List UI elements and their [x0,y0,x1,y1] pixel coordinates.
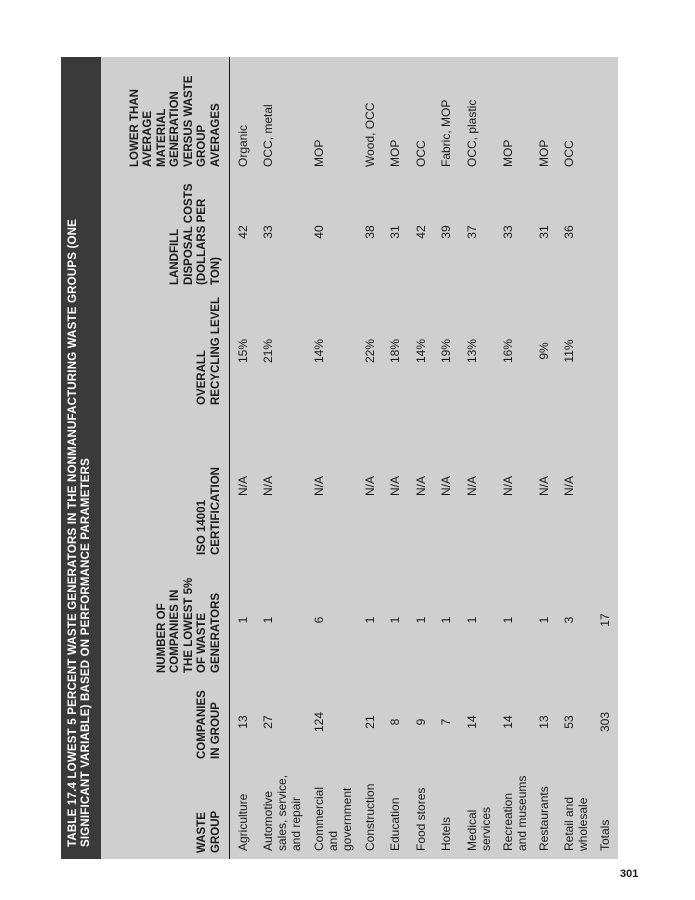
table-cell: 1 [459,561,495,679]
table-cell: 124 [306,679,357,765]
table-row [306,57,357,859]
table-cell: 13 [230,679,255,765]
table-cell: N/A [357,411,382,561]
table-cell: 17 [592,561,618,679]
cell-waste-group: Totals [592,765,618,859]
table-cell: 42 [230,173,255,291]
table-cell: 36 [556,173,592,291]
table-cell: 13 [531,679,556,765]
table-cell: OCC [556,57,592,173]
table-cell: MOP [495,57,531,173]
table-cell: 53 [556,679,592,765]
table-cell: 303 [592,679,618,765]
table-cell: N/A [255,411,306,561]
table-cell: N/A [433,411,458,561]
table-cell [592,57,618,173]
table-cell: N/A [382,411,407,561]
table-cell: OCC, metal [255,57,306,173]
table-cell: 21 [357,679,382,765]
table-cell: N/A [306,411,357,561]
header-material-generation: LOWER THAN AVERAGE MATERIAL GENERATION VERSUS WASTE GROUP AVERAGES [101,57,230,173]
cell-waste-group: Medical services [459,765,495,859]
table-cell: 1 [531,561,556,679]
table-cell: 9 [408,679,433,765]
table-title-line-2: SIGNIFICANT VARIABLE) BASED ON PERFORMANCE PARAMETERS [80,457,92,847]
table-row [592,57,618,859]
table-cell: 1 [433,561,458,679]
cell-waste-group: Food stores [408,765,433,859]
header-row [101,57,230,859]
table-cell: 7 [433,679,458,765]
table-cell [592,173,618,291]
table-cell: 1 [255,561,306,679]
table-cell: 13% [459,291,495,411]
table-cell: 40 [306,173,357,291]
table-cell: 14% [408,291,433,411]
table-cell [592,411,618,561]
table-row [556,57,592,859]
cell-waste-group: Education [382,765,407,859]
cell-waste-group: Construction [357,765,382,859]
table-cell: 1 [382,561,407,679]
header-lowest-5-percent: NUMBER OF COMPANIES IN THE LOWEST 5% OF WASTE GENERATORS [101,561,230,679]
cell-waste-group: Retail and wholesale [556,765,592,859]
table-cell: MOP [306,57,357,173]
table-cell: Fabric, MOP [433,57,458,173]
rotated-table-panel [61,57,618,859]
page-number: 301 [620,868,639,880]
cell-waste-group: Hotels [433,765,458,859]
cell-waste-group: Restaurants [531,765,556,859]
table-cell: 9% [531,291,556,411]
table-cell: 16% [495,291,531,411]
table-cell: 1 [495,561,531,679]
table-cell: N/A [408,411,433,561]
table-cell: Organic [230,57,255,173]
table-cell: 39 [433,173,458,291]
header-landfill-costs: LANDFILL DISPOSAL COSTS (DOLLARS PER TON) [101,173,230,291]
header-iso-14001: ISO 14001 CERTIFICATION [101,411,230,561]
table-cell: 14 [459,679,495,765]
table-cell: N/A [531,411,556,561]
table-row [531,57,556,859]
table-cell: 14 [495,679,531,765]
table-title [61,57,101,859]
table-cell: 27 [255,679,306,765]
table-cell: 1 [408,561,433,679]
table-cell: 38 [357,173,382,291]
table-cell: 33 [495,173,531,291]
table-cell [592,291,618,411]
table-row [433,57,458,859]
table-cell: N/A [230,411,255,561]
table-cell: 31 [531,173,556,291]
table-cell: OCC [408,57,433,173]
table-cell: 11% [556,291,592,411]
header-recycling-level: OVERALL RECYCLING LEVEL [101,291,230,411]
table-cell: 6 [306,561,357,679]
table-cell: OCC, plastic [459,57,495,173]
table-cell: 22% [357,291,382,411]
table-cell: 21% [255,291,306,411]
cell-waste-group: Automotive sales, service, and repair [255,765,306,859]
table-cell: 3 [556,561,592,679]
table-cell: 19% [433,291,458,411]
header-waste-group: WASTE GROUP [101,765,230,859]
table-cell: MOP [382,57,407,173]
table-cell: N/A [495,411,531,561]
table-cell: 15% [230,291,255,411]
table-cell: N/A [459,411,495,561]
header-companies-in-group: COMPANIES IN GROUP [101,679,230,765]
table-cell: MOP [531,57,556,173]
table-cell: 14% [306,291,357,411]
table-row [495,57,531,859]
table-cell: 42 [408,173,433,291]
table-cell: 33 [255,173,306,291]
table-title-line-1: TABLE 17.4 LOWEST 5 PERCENT WASTE GENERATORS IN THE NONMANUFACTURING WASTE GROUPS (ONE [67,218,79,847]
table-cell: 8 [382,679,407,765]
table-row [382,57,407,859]
table-row [255,57,306,859]
cell-waste-group: Agriculture [230,765,255,859]
table-cell: 31 [382,173,407,291]
table-row [357,57,382,859]
cell-waste-group: Commercial and government [306,765,357,859]
table-cell: 1 [230,561,255,679]
table-cell: N/A [556,411,592,561]
table-cell: Wood, OCC [357,57,382,173]
table-row [459,57,495,859]
table-cell: 18% [382,291,407,411]
data-table [101,57,618,859]
table-cell: 37 [459,173,495,291]
table-row [230,57,255,859]
cell-waste-group: Recreation and museums [495,765,531,859]
table-cell: 1 [357,561,382,679]
table-row [408,57,433,859]
